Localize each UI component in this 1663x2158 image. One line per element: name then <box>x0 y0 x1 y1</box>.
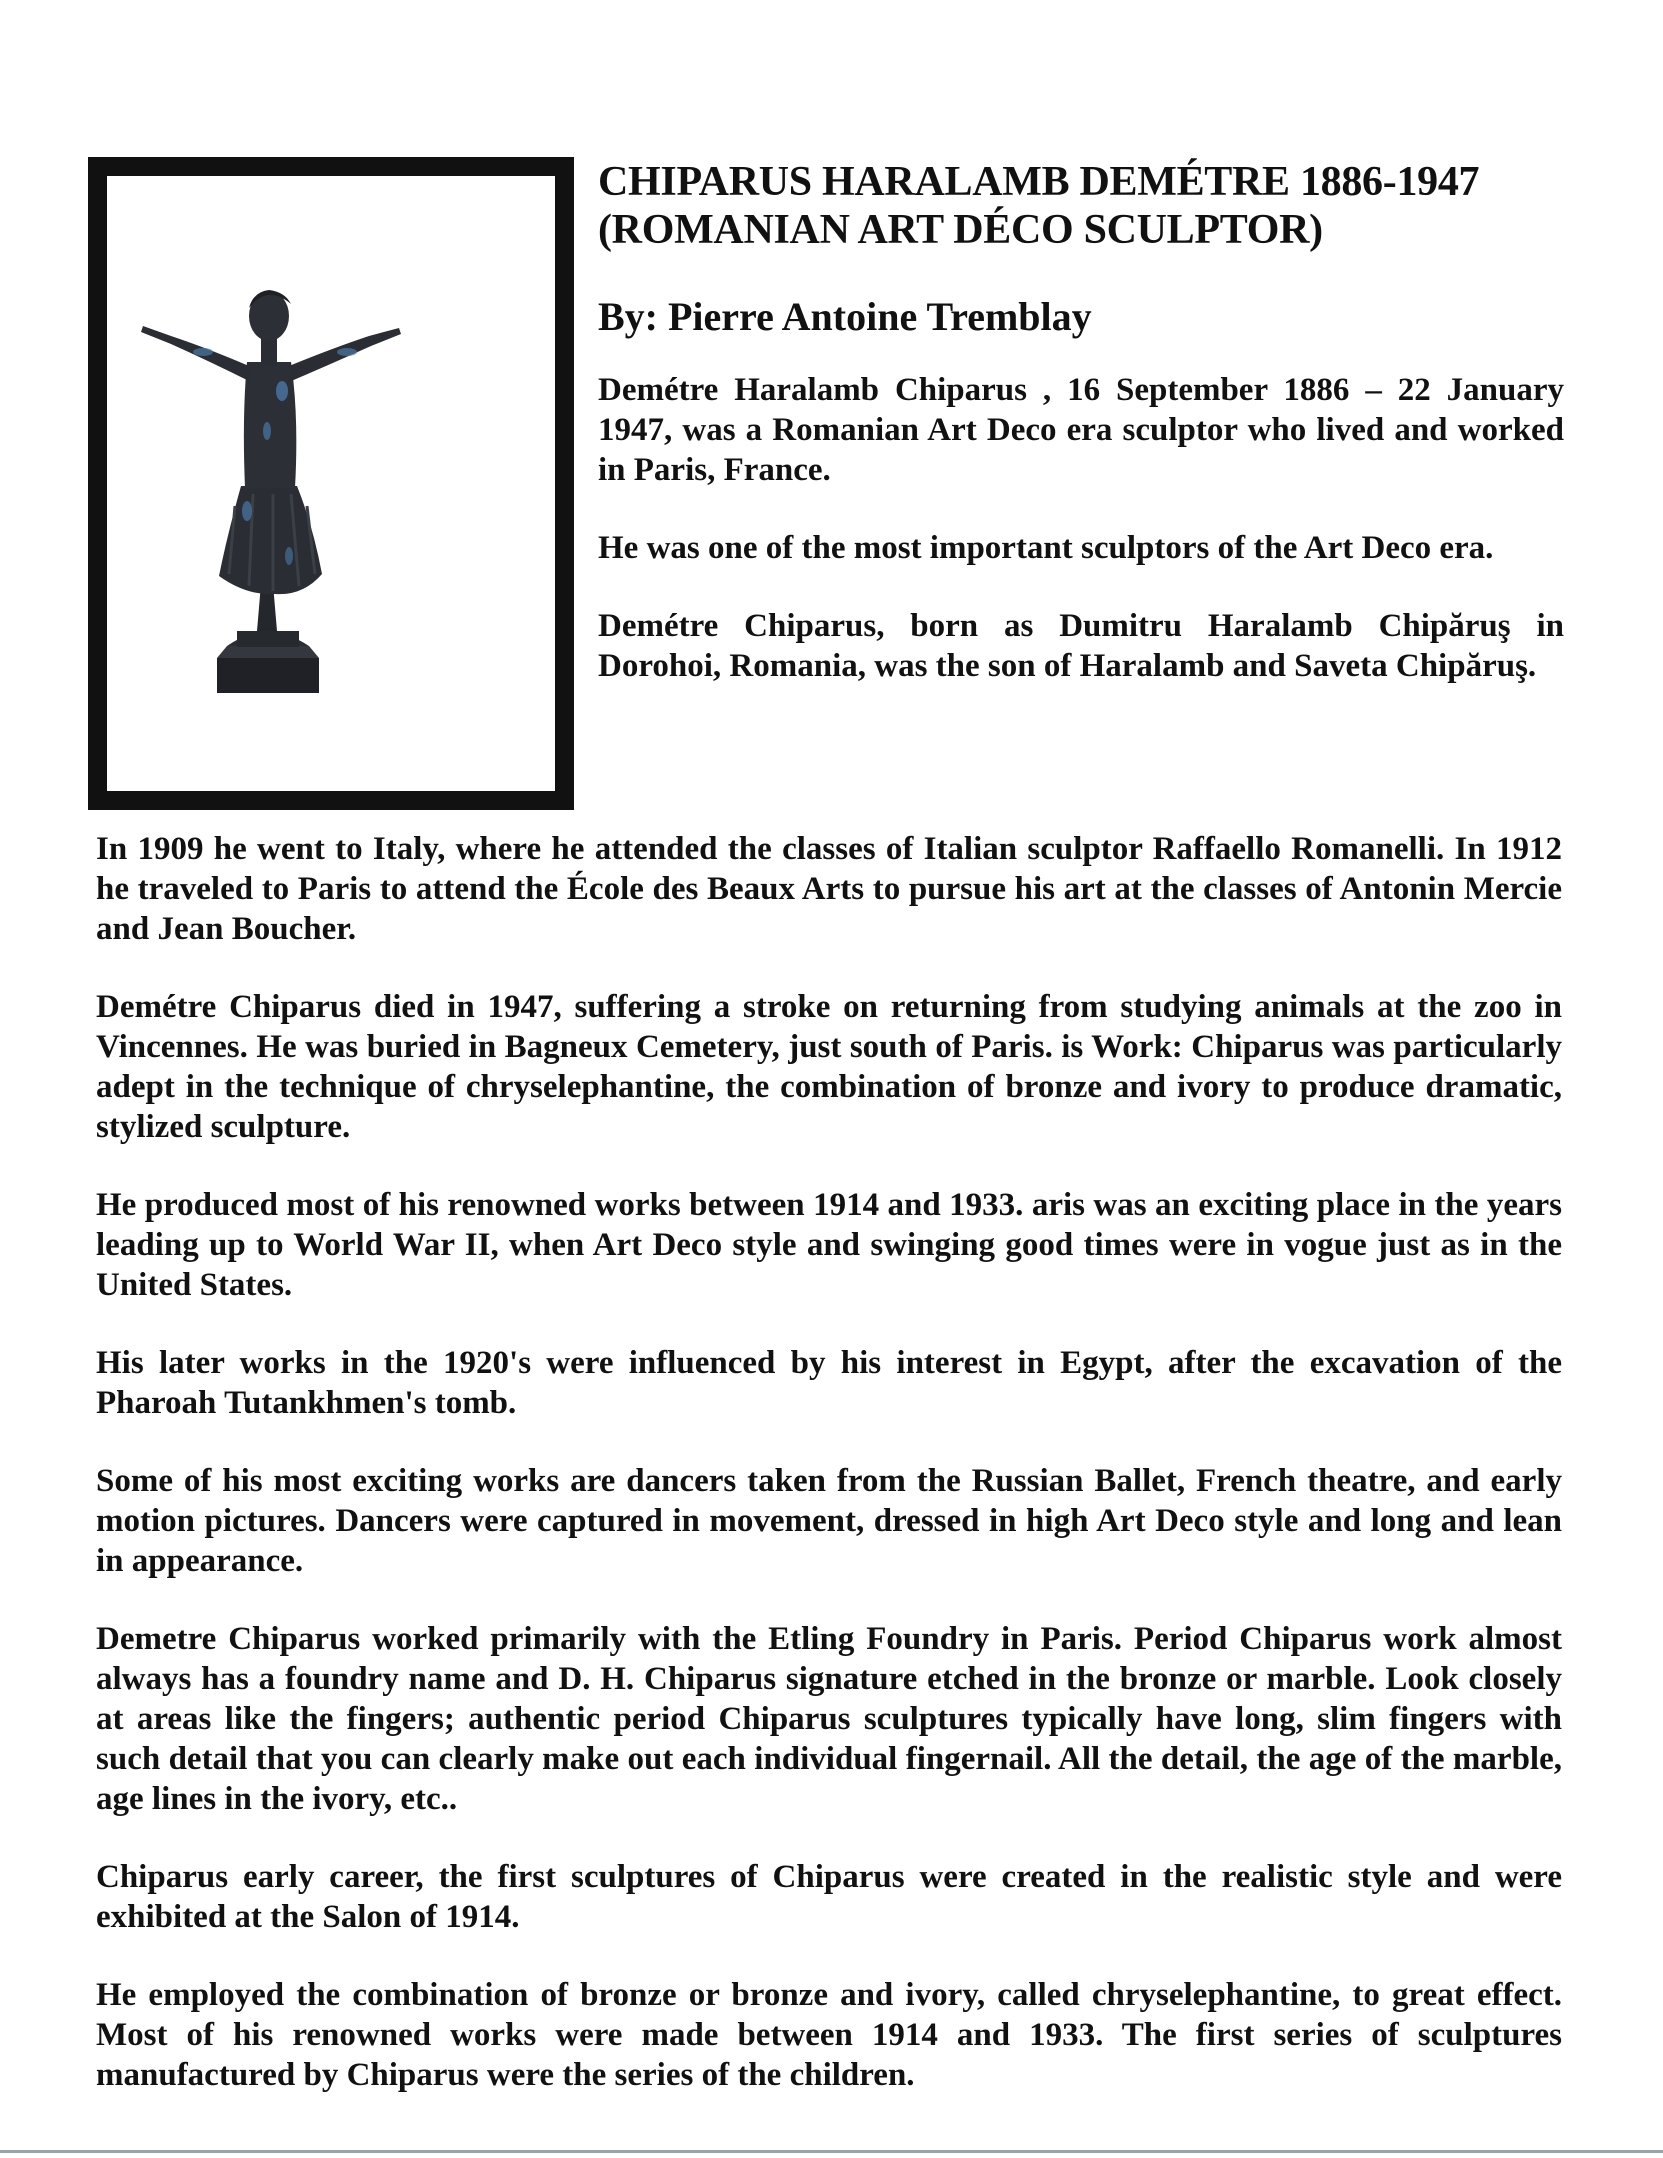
body-paragraph-5: Some of his most exciting works are dancers taken from the Russian Ballet, French theatre, and early motion pictures. Dancers were captured in movement, dressed in high Art Deco style and long and lean in appearance. <box>96 1463 1562 1579</box>
body-paragraph-2: Demétre Chiparus died in 1947, suffering a stroke on returning from studying animals at the zoo in Vincennes. He was buried in Bagneux Cemetery, just south of Paris. is Work: Chiparus was particularly adept in the technique of chryselephantine, the combination of bronze and ivory to produce dramatic, stylized sculpture. <box>96 989 1562 1145</box>
article-byline: By: Pierre Antoine Tremblay <box>598 294 1092 339</box>
header-text-block <box>598 158 1564 686</box>
article-title <box>598 158 1564 254</box>
sculpture-photo-frame <box>88 157 574 810</box>
body-paragraph-3: He produced most of his renowned works between 1914 and 1933. aris was an exciting place in the years leading up to World War II, when Art Deco style and swinging good times were in vogue just as in the United States. <box>96 1187 1562 1303</box>
article-title-line-1: CHIPARUS HARALAMB DEMÉTRE 1886-1947 <box>598 159 1480 205</box>
body-paragraph-7: Chiparus early career, the first sculptures of Chiparus were created in the realistic style and were exhibited at the Salon of 1914. <box>96 1859 1562 1935</box>
intro-paragraph-2: He was one of the most important sculptors of the Art Deco era. <box>598 530 1494 566</box>
scan-bottom-edge <box>0 2150 1663 2153</box>
body-paragraph-6: Demetre Chiparus worked primarily with the Etling Foundry in Paris. Period Chiparus work almost always has a foundry name and D. H. Chiparus signature etched in the bronze or marble. Look closely at areas like the fingers; authentic period Chiparus sculptures typically have long, slim fingers with such detail that you can clearly make out each individual fingernail. All the detail, the age of the marble, age lines in the ivory, etc.. <box>96 1621 1562 1817</box>
article-title-line-2: (ROMANIAN ART DÉCO SCULPTOR) <box>598 207 1323 253</box>
body-paragraph-4: His later works in the 1920's were influenced by his interest in Egypt, after the excavation of the Pharoah Tutankhmen's tomb. <box>96 1345 1562 1421</box>
article-body <box>96 829 1562 2095</box>
body-paragraph-8: He employed the combination of bronze or bronze and ivory, called chryselephantine, to great effect. Most of his renowned works were made between 1914 and 1933. The first series of sculptures manufactured by Chiparus were the series of the children. <box>96 1977 1562 2093</box>
bronze-dancer-sculpture-image <box>107 176 555 791</box>
intro-paragraph-1: Demétre Haralamb Chiparus , 16 September 1886 – 22 January 1947, was a Romanian Art Deco era sculptor who lived and worked in Paris, France. <box>598 372 1564 488</box>
intro-paragraph-3: Demétre Chiparus, born as Dumitru Haralamb Chipăruş in Dorohoi, Romania, was the son of Haralamb and Saveta Chipăruş. <box>598 608 1564 684</box>
body-paragraph-1: In 1909 he went to Italy, where he attended the classes of Italian sculptor Raffaello Romanelli. In 1912 he traveled to Paris to attend the École des Beaux Arts to pursue his art at the classes of Antonin Mercie and Jean Boucher. <box>96 831 1562 947</box>
